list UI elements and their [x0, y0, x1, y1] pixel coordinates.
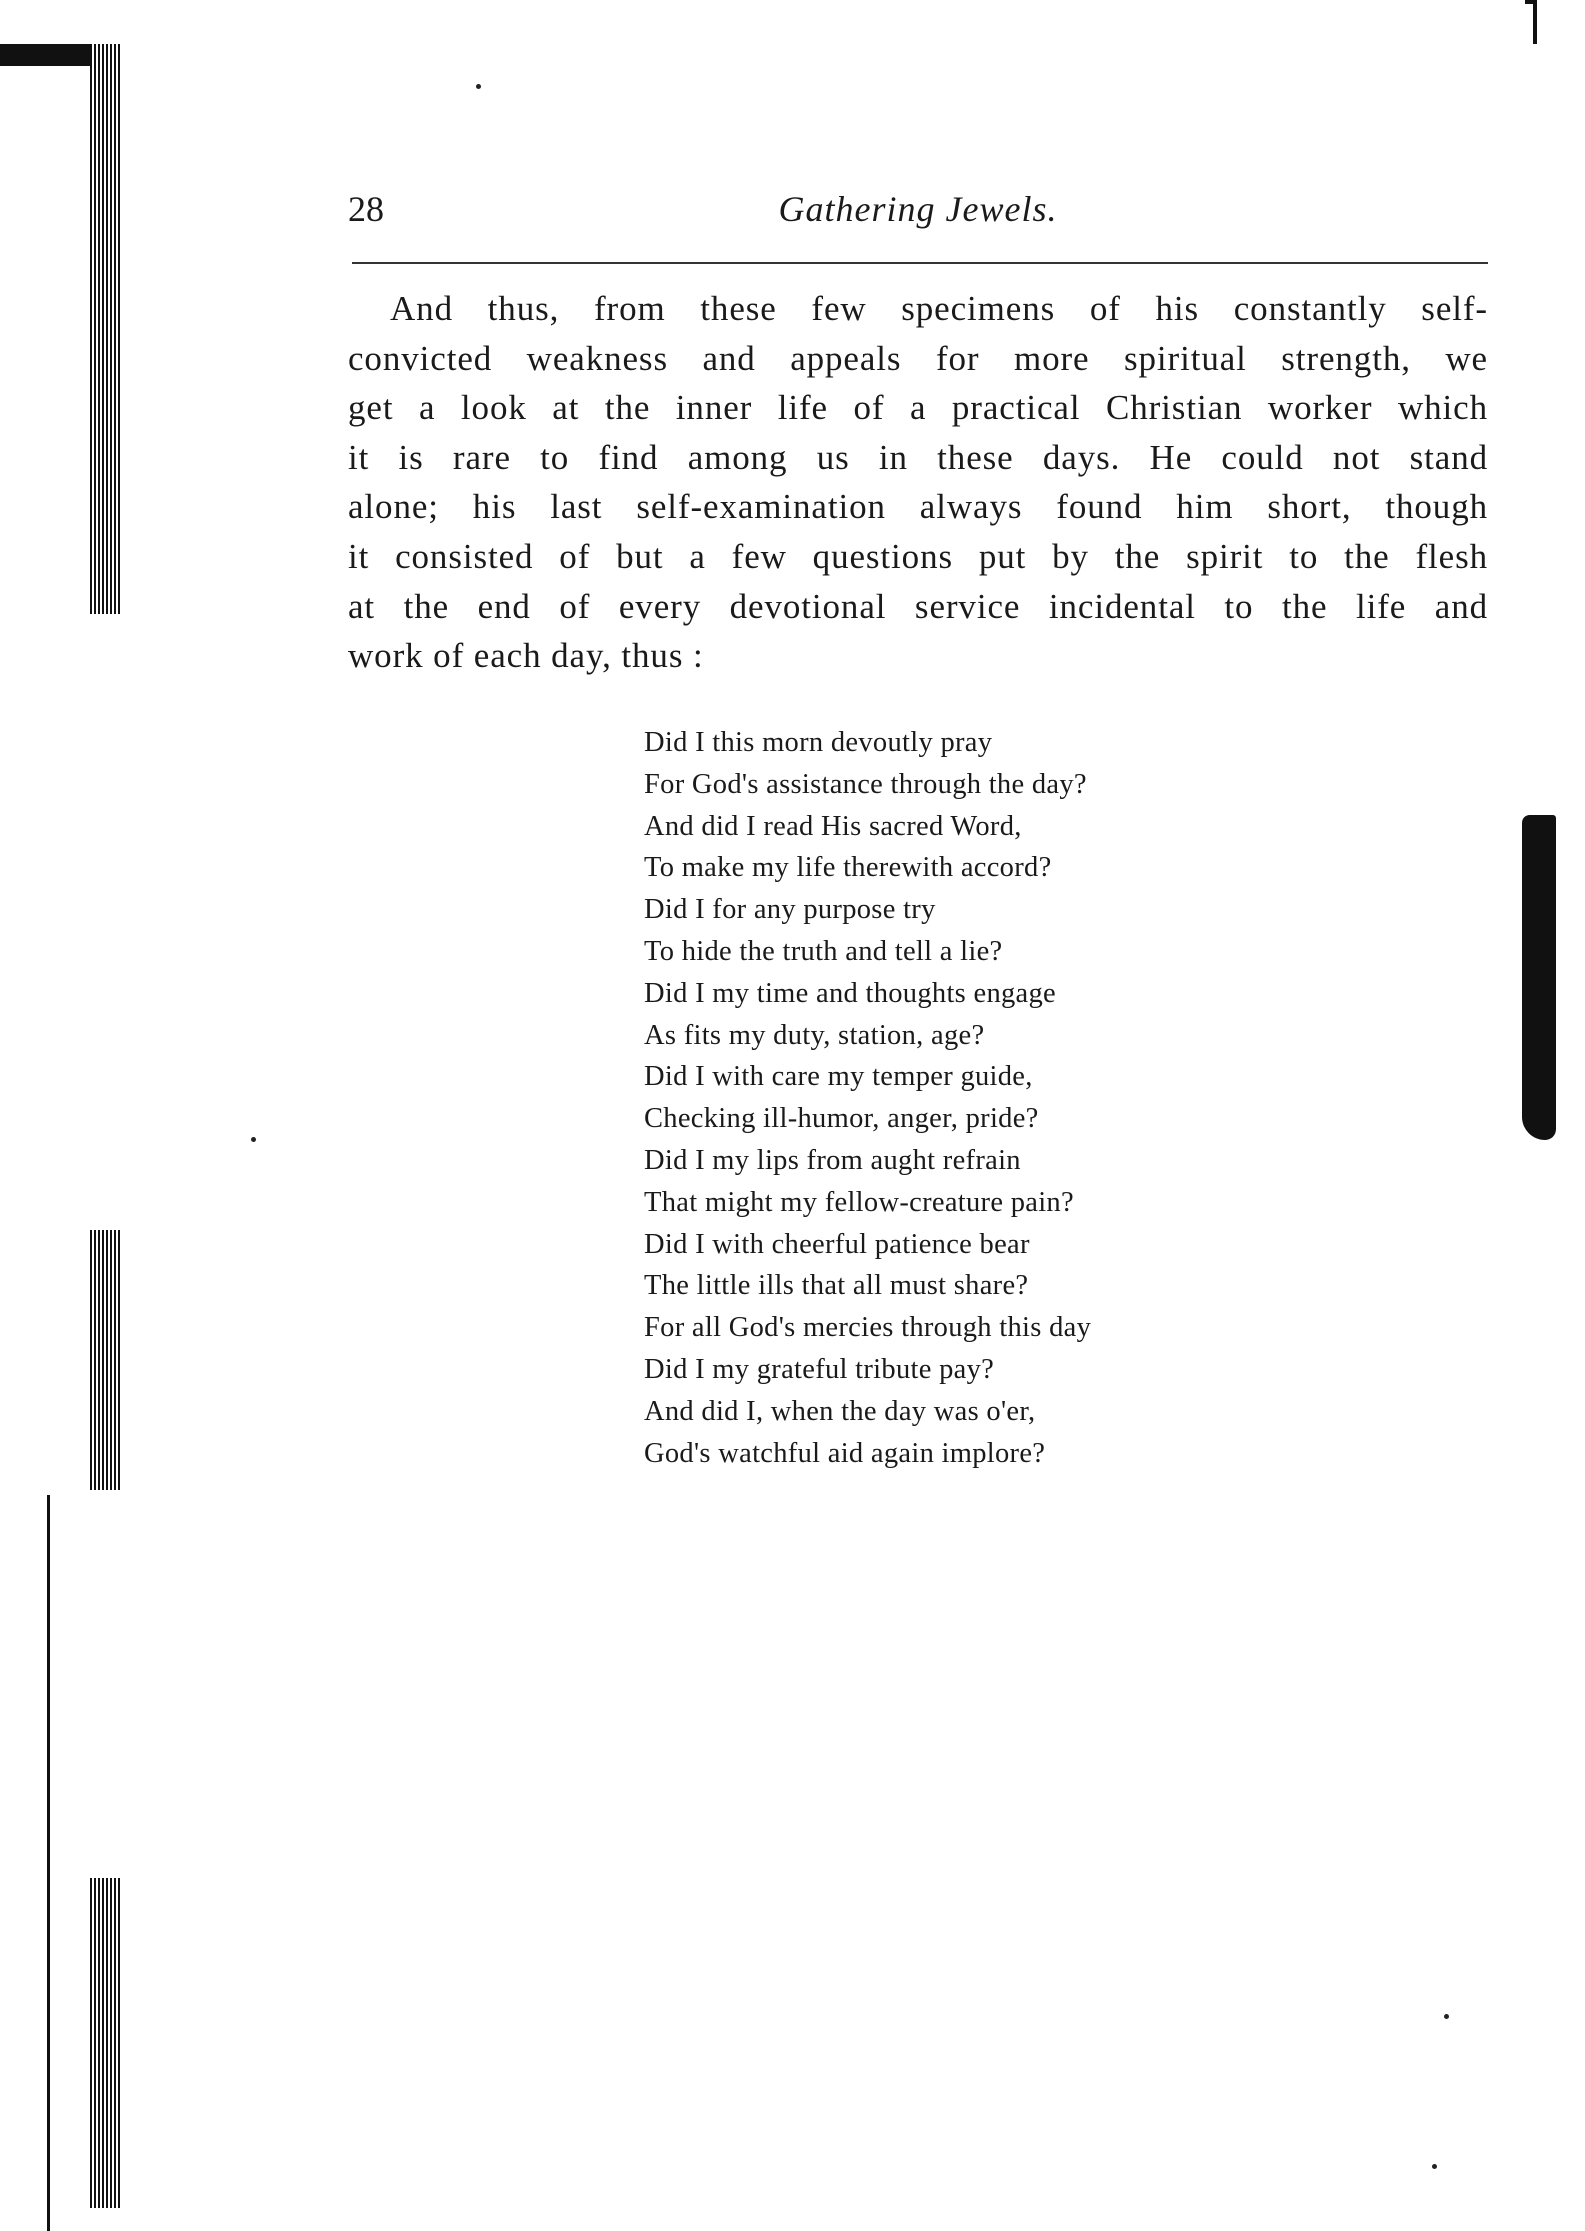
- verse-line: As fits my duty, station, age?: [644, 1019, 985, 1051]
- verse-line: Did I for any purpose try: [644, 894, 936, 926]
- verse-line: For God's assistance through the day?: [644, 768, 1087, 800]
- verse-line: God's watchful aid again implore?: [644, 1437, 1046, 1469]
- speck: [251, 1137, 256, 1142]
- verse-line: And did I read His sacred Word,: [644, 810, 1022, 842]
- corner-mark: [1525, 0, 1537, 44]
- binding-stripe-middle: [90, 1230, 122, 1490]
- body-paragraph: [348, 284, 1488, 681]
- verse-line: Did I my time and thoughts engage: [644, 977, 1056, 1009]
- paragraph-line: at the end of every devotional service incidental to the life and: [348, 586, 1488, 626]
- speck: [1444, 2014, 1449, 2019]
- verse-block: [644, 722, 1204, 1474]
- verse-line: Did I with care my temper guide,: [644, 1061, 1033, 1093]
- verse-line: To hide the truth and tell a lie?: [644, 935, 1003, 967]
- paragraph-line: get a look at the inner life of a practical Christian worker which: [348, 388, 1488, 428]
- paragraph-line: And thus, from these few specimens of his constantly self-: [390, 289, 1488, 328]
- verse-line: That might my fellow-creature pain?: [644, 1186, 1074, 1218]
- paragraph-line: alone; his last self-examination always found him short, though: [348, 487, 1488, 527]
- verse-line: The little ills that all must share?: [644, 1270, 1029, 1302]
- running-title: Gathering Jewels.: [778, 189, 1058, 229]
- binding-edge-line: [47, 1495, 50, 2231]
- verse-line: And did I, when the day was o'er,: [644, 1395, 1036, 1427]
- paragraph-line: it consisted of but a few questions put by the spirit to the flesh: [348, 536, 1488, 576]
- header-rule: [352, 262, 1488, 264]
- ink-blot: [1522, 815, 1556, 1140]
- paragraph-line: it is rare to find among us in these days. He could not stand: [348, 437, 1488, 477]
- verse-line: For all God's mercies through this day: [644, 1312, 1092, 1344]
- running-header: [348, 187, 1488, 239]
- speck: [476, 84, 481, 89]
- speck: [1432, 2164, 1437, 2169]
- paragraph-line: convicted weakness and appeals for more spiritual strength, we: [348, 338, 1488, 378]
- verse-line: Did I my lips from aught refrain: [644, 1144, 1021, 1176]
- verse-line: Did I with cheerful patience bear: [644, 1228, 1030, 1260]
- binding-stripe-top: [90, 44, 122, 614]
- verse-line: Checking ill-humor, anger, pride?: [644, 1103, 1039, 1135]
- verse-line: To make my life therewith accord?: [644, 852, 1052, 884]
- verse-line: Did I this morn devoutly pray: [644, 727, 993, 758]
- paragraph-line: work of each day, thus :: [348, 636, 704, 676]
- binding-stripe-bottom: [90, 1878, 122, 2208]
- page-number: 28: [348, 189, 384, 229]
- verse-line: Did I my grateful tribute pay?: [644, 1353, 995, 1385]
